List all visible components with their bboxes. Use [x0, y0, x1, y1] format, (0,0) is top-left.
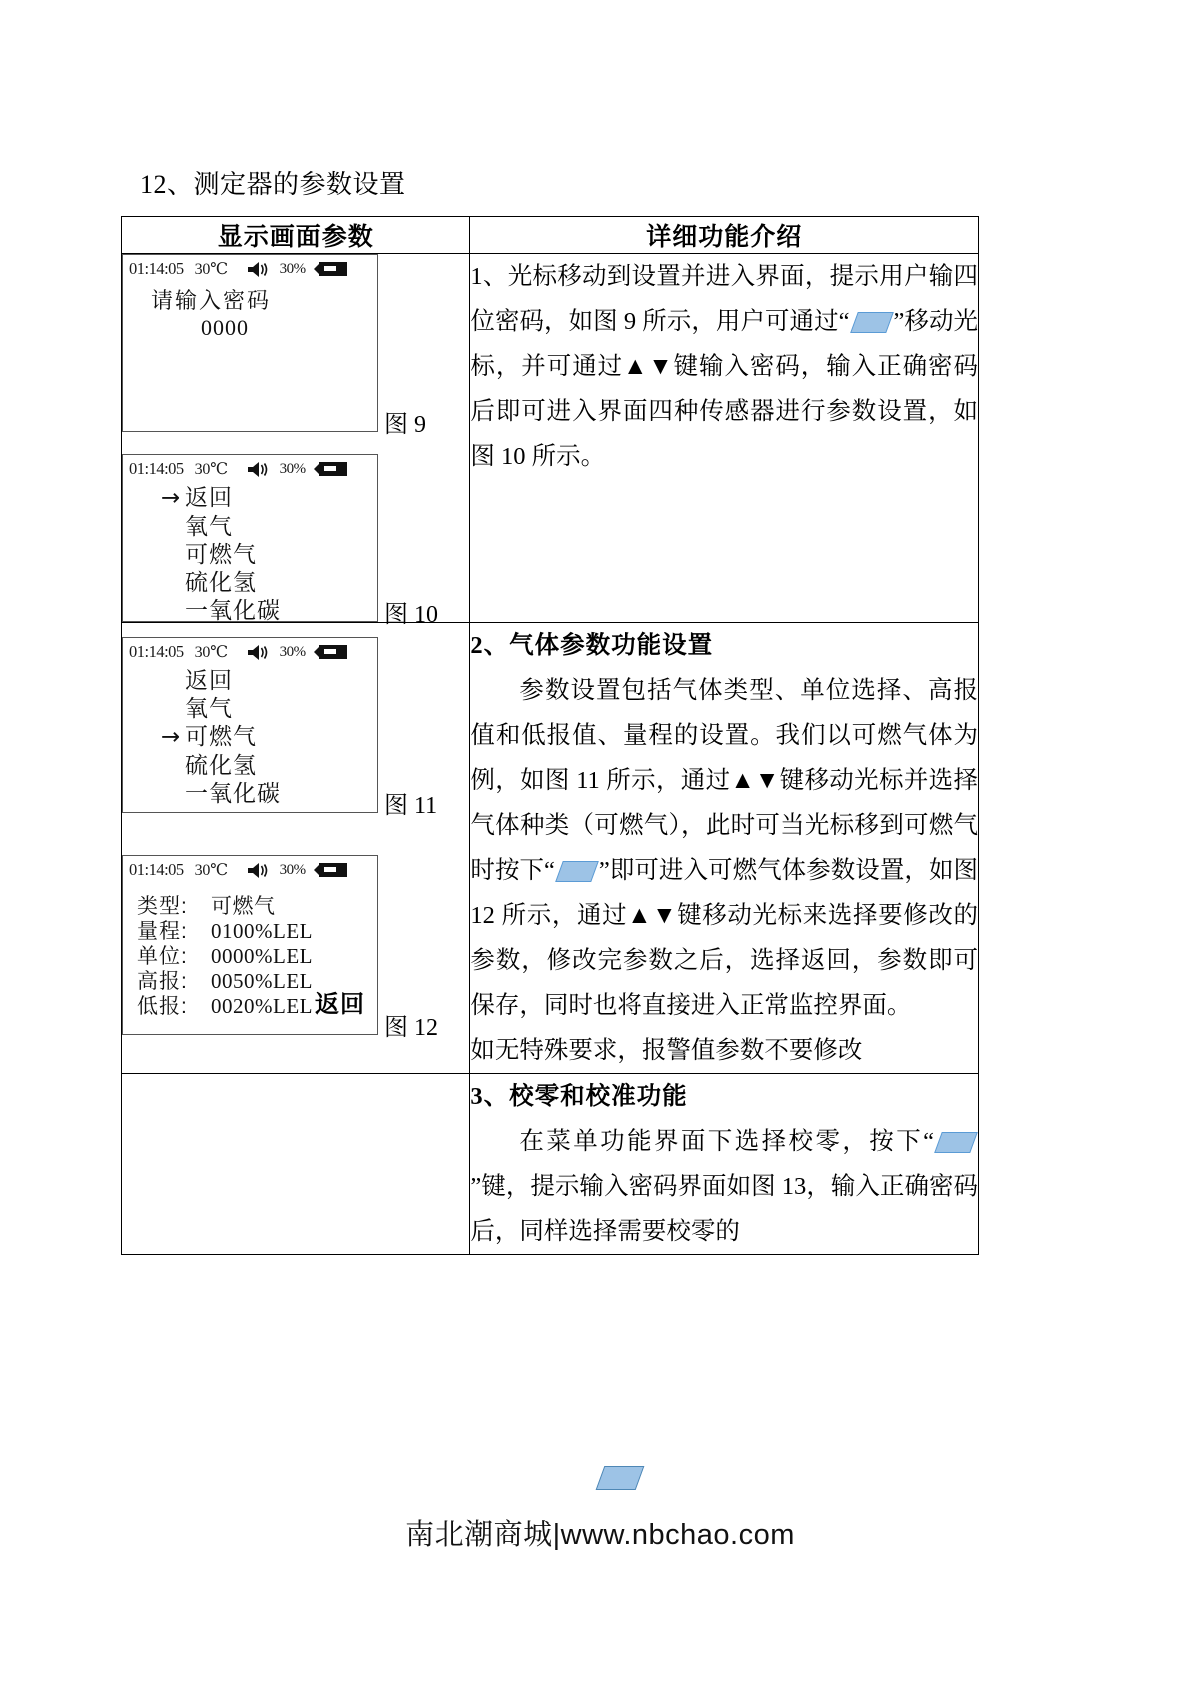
param-label: 低报: — [137, 995, 188, 1018]
figure-caption-9: 图 9 — [384, 412, 426, 438]
list-item[interactable] — [137, 894, 377, 919]
lcd-screen-figure-10 — [122, 454, 378, 622]
list-item[interactable] — [161, 483, 377, 512]
lcd-status-bar — [123, 856, 377, 882]
parallelogram-key-icon — [934, 1132, 978, 1153]
paragraph-1 — [470, 254, 978, 479]
lcd-content — [123, 281, 377, 341]
table-row — [122, 623, 979, 1074]
list-item-label: 氧气 — [185, 513, 233, 539]
battery-icon — [314, 863, 347, 877]
paragraph-3 — [470, 1119, 978, 1254]
cursor-arrow-icon: → — [161, 724, 182, 750]
page-title: 12、测定器的参数设置 — [140, 170, 406, 199]
cell-figures-9-10 — [122, 254, 470, 628]
cursor-arrow-icon: → — [161, 485, 182, 511]
figure-9-wrapper — [122, 254, 469, 438]
back-button[interactable]: 返回 — [315, 991, 365, 1018]
cell-empty — [122, 1074, 470, 1255]
paragraph-2-heading: 2、气体参数功能设置 — [470, 632, 714, 659]
parallelogram-key-icon — [850, 312, 894, 333]
list-item[interactable] — [185, 596, 377, 624]
paragraph-2 — [470, 668, 978, 1028]
list-item-label: 可燃气 — [185, 723, 257, 749]
param-value: 可燃气 — [211, 894, 276, 918]
lcd-temperature: 30℃ — [194, 261, 228, 278]
paragraph-3-text-a: 在菜单功能界面下选择校零，按下“ — [519, 1128, 934, 1155]
paragraph-1-text-b: ”移动光标，并可通过▲▼键输入密码，输入正确密码后即可进入界面四种传感器进行参数设置，如图 10 所示。 — [470, 308, 979, 470]
footer-watermark: 南北潮商城|www.nbchao.com — [405, 1519, 795, 1551]
table-header-row — [122, 217, 979, 254]
cell-description-3 — [470, 1074, 979, 1255]
lcd-battery-percent: 30% — [279, 861, 306, 878]
lcd-temperature: 30℃ — [194, 644, 228, 661]
lcd-temperature: 30℃ — [194, 461, 228, 478]
list-item-label: 返回 — [185, 667, 233, 693]
figure-caption-11: 图 11 — [384, 793, 438, 819]
lcd-time: 01:14:05 — [129, 459, 184, 478]
lcd-menu-list — [123, 481, 377, 624]
param-value: 0000%LEL — [211, 944, 313, 968]
table-row — [122, 254, 979, 623]
figure-10-wrapper — [122, 454, 469, 628]
parameter-settings-table — [121, 216, 979, 1255]
parallelogram-key-icon — [555, 861, 599, 882]
paragraph-3-heading: 3、校零和校准功能 — [470, 1083, 688, 1110]
list-item[interactable] — [161, 722, 377, 751]
lcd-status-bar — [123, 255, 377, 281]
lcd-time: 01:14:05 — [129, 259, 184, 278]
column-header-function-intro: 详细功能介绍 — [470, 217, 979, 254]
param-value: 0020%LEL — [211, 994, 313, 1018]
list-item[interactable] — [185, 568, 377, 596]
lcd-battery-percent: 30% — [279, 260, 306, 277]
paragraph-2-text-a: 参数设置包括气体类型、单位选择、高报值和低报值、量程的设置。我们以可燃气体为例，如图 11 所示，通过▲▼键移动光标并选择气体种类（可燃气），此时可当光标移到可燃气时按下“ — [470, 677, 978, 884]
param-value: 0100%LEL — [211, 919, 313, 943]
paragraph-3-text-b: ”键，提示输入密码界面如图 13，输入正确密码后，同样选择需要校零的 — [470, 1173, 978, 1245]
list-item[interactable] — [137, 919, 377, 944]
cell-description-2 — [470, 623, 979, 1074]
list-item[interactable] — [185, 540, 377, 568]
lcd-temperature: 30℃ — [194, 862, 228, 879]
figure-12-wrapper — [122, 855, 469, 1041]
lcd-status-bar — [123, 638, 377, 664]
battery-icon — [314, 262, 347, 276]
speaker-icon — [247, 644, 271, 661]
param-label: 类型: — [137, 895, 188, 918]
param-label: 高报: — [137, 970, 188, 993]
cell-figures-11-12 — [122, 623, 470, 1074]
speaker-icon — [247, 461, 271, 478]
list-item-label: 返回 — [185, 484, 233, 510]
figure-11-wrapper — [122, 637, 469, 819]
list-item[interactable] — [137, 944, 377, 969]
list-item-label: 硫化氢 — [185, 569, 257, 595]
list-item[interactable] — [185, 694, 377, 722]
list-item-label: 硫化氢 — [185, 752, 257, 778]
lcd-password-value: 0000 — [201, 315, 249, 340]
param-value: 0050%LEL — [211, 969, 313, 993]
lcd-screen-figure-12 — [122, 855, 378, 1035]
lcd-status-bar — [123, 455, 377, 481]
param-label: 量程: — [137, 920, 188, 943]
paragraph-1-text-a: 1、光标移动到设置并进入界面，提示用户输四位密码，如图 9 所示，用户可通过“ — [470, 263, 978, 335]
list-item-label: 一氧化碳 — [185, 597, 281, 623]
list-item-label: 一氧化碳 — [185, 780, 281, 806]
list-item-label: 可燃气 — [185, 541, 257, 567]
figure-caption-10: 图 10 — [384, 602, 438, 628]
battery-icon — [314, 645, 347, 659]
lcd-screen-figure-11 — [122, 637, 378, 813]
speaker-icon — [247, 261, 271, 278]
lcd-menu-list — [123, 664, 377, 807]
paragraph-2-text-b: ”即可进入可燃气体参数设置，如图 12 所示，通过▲▼键移动光标来选择要修改的参数，修改完参数之后，选择返回，参数即可保存，同时也将直接进入正常监控界面。 — [470, 857, 978, 1019]
list-item-label: 氧气 — [185, 695, 233, 721]
lcd-time: 01:14:05 — [129, 642, 184, 661]
lcd-screen-figure-9 — [122, 254, 378, 432]
list-item[interactable] — [185, 666, 377, 694]
speaker-icon — [247, 862, 271, 879]
table-row — [122, 1074, 979, 1255]
lcd-time: 01:14:05 — [129, 860, 184, 879]
battery-icon — [314, 462, 347, 476]
lcd-parameter-list — [123, 882, 377, 1019]
lcd-battery-percent: 30% — [279, 460, 306, 477]
paragraph-2-note: 如无特殊要求，报警值参数不要修改 — [470, 1037, 863, 1064]
cell-description-1 — [470, 254, 979, 623]
figure-caption-12: 图 12 — [384, 1015, 438, 1041]
list-item[interactable] — [185, 779, 377, 807]
list-item[interactable] — [185, 751, 377, 779]
lcd-battery-percent: 30% — [279, 643, 306, 660]
list-item[interactable] — [185, 512, 377, 540]
column-header-display-params: 显示画面参数 — [122, 217, 470, 254]
lcd-prompt-text: 请输入密码 — [151, 288, 272, 313]
parallelogram-key-icon — [596, 1466, 645, 1490]
param-label: 单位: — [137, 945, 188, 968]
